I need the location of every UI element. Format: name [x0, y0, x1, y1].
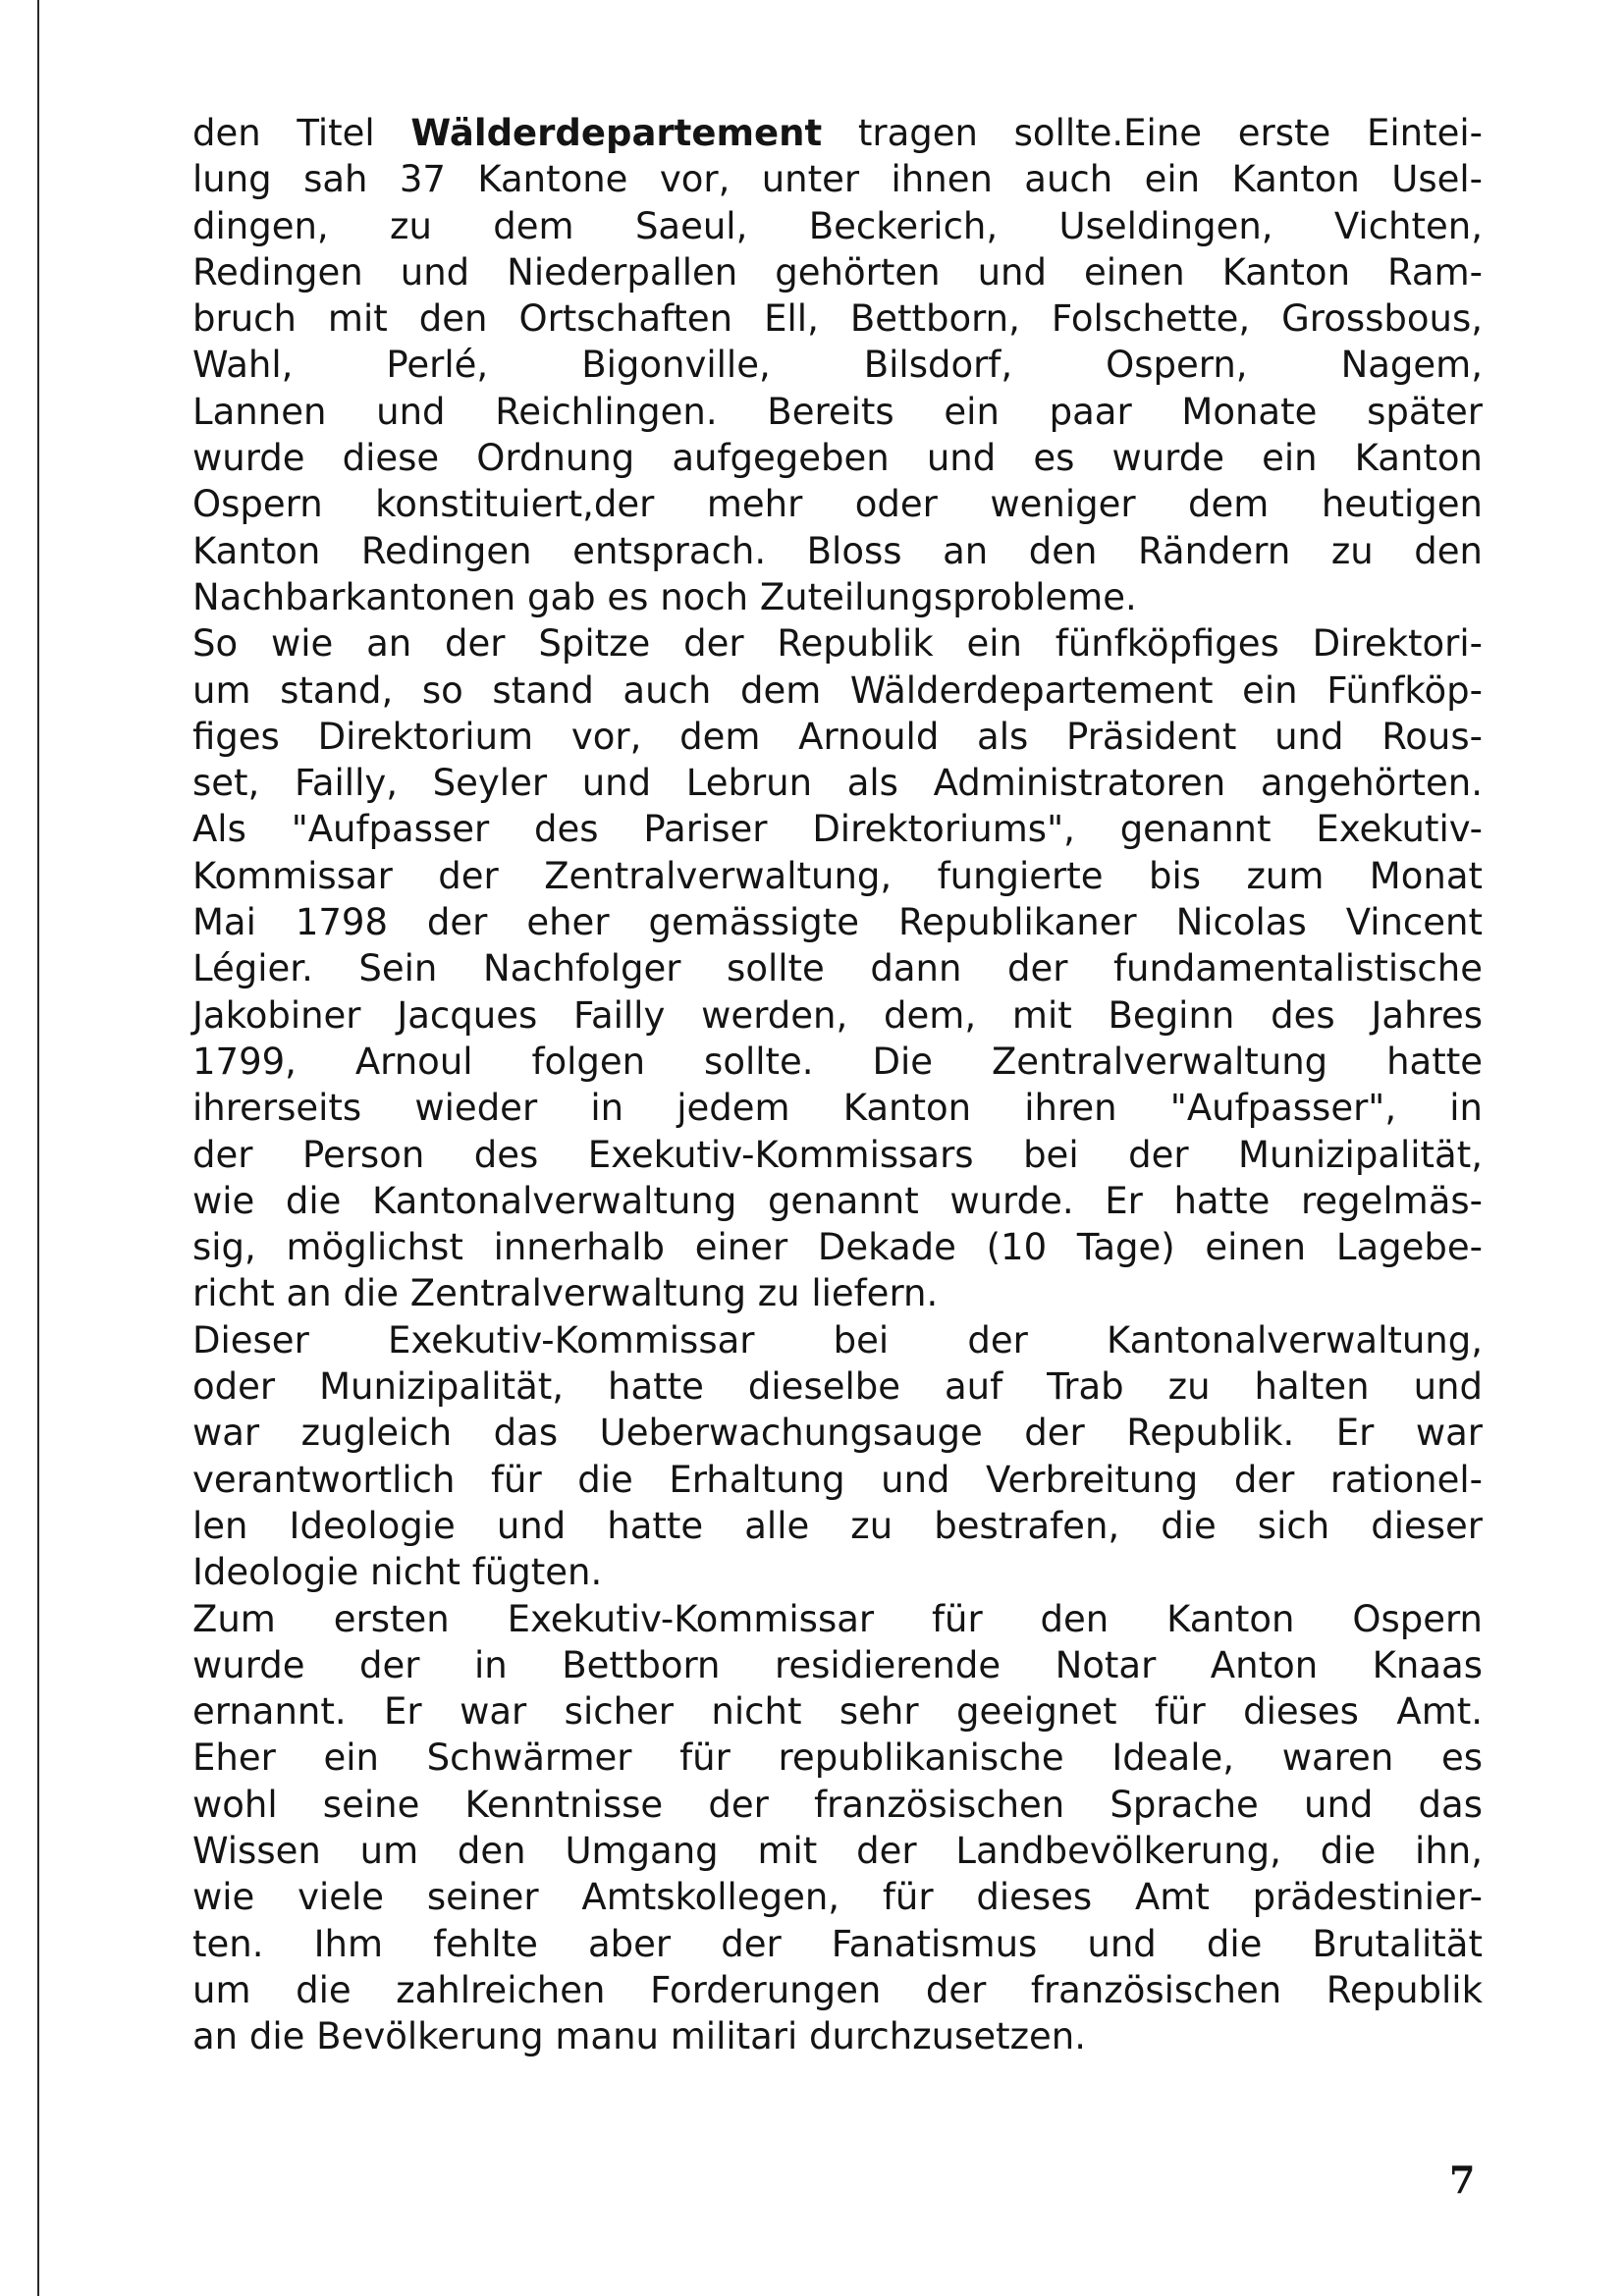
text-line: ten. Ihm fehlte aber der Fanatismus und die Brutalität [192, 1922, 1483, 1965]
text-line: wie die Kantonalverwaltung genannt wurde. Er hatte regelmäs- [192, 1179, 1483, 1222]
text-line: lung sah 37 Kantone vor, unter ihnen auch ein Kanton Usel- [192, 158, 1483, 201]
text-line: Nachbarkantonen gab es noch Zuteilungsprobleme. [192, 575, 1137, 618]
text-line: Légier. Sein Nachfolger sollte dann der fundamentalistische [192, 947, 1483, 990]
text-line: oder Munizipalität, hatte dieselbe auf Trab zu halten und [192, 1365, 1483, 1409]
text-line: war zugleich das Ueberwachungsauge der Republik. Er war [192, 1412, 1483, 1455]
text-line: So wie an der Spitze der Republik ein fünfköpfiges Direktori- [192, 622, 1483, 666]
text-line: der Person des Exekutiv-Kommissars bei der Munizipalität, [192, 1133, 1483, 1176]
text-line: Lannen und Reichlingen. Bereits ein paar Monate später [192, 390, 1483, 433]
text-line [192, 110, 1483, 156]
text-line: Als "Aufpasser des Pariser Direktoriums", genannt Exekutiv- [192, 808, 1483, 851]
text-line: len Ideologie und hatte alle zu bestrafen, die sich dieser [192, 1504, 1483, 1547]
text-line: Redingen und Niederpallen gehörten und einen Kanton Ram- [192, 250, 1483, 294]
text-line: richt an die Zentralverwaltung zu liefern. [192, 1272, 939, 1315]
text-line: Zum ersten Exekutiv-Kommissar für den Kanton Ospern [192, 1597, 1483, 1640]
text-line: set, Failly, Seyler und Lebrun als Administratoren angehörten. [192, 762, 1483, 805]
text-line: wurde der in Bettborn residierende Notar Anton Knaas [192, 1643, 1483, 1686]
text-line: um stand, so stand auch dem Wälderdepartement ein Fünfköp- [192, 668, 1483, 712]
text-line: ernannt. Er war sicher nicht sehr geeignet für dieses Amt. [192, 1690, 1483, 1734]
text-line: wurde diese Ordnung aufgegeben und es wurde ein Kanton [192, 437, 1483, 480]
text-line: Kanton Redingen entsprach. Bloss an den Rändern zu den [192, 529, 1483, 572]
text-line: Jakobiner Jacques Failly werden, dem, mit Beginn des Jahres [192, 993, 1483, 1037]
text-line: wohl seine Kenntnisse der französischen Sprache und das [192, 1783, 1483, 1826]
text-line: ihrerseits wieder in jedem Kanton ihren "Aufpasser", in [192, 1087, 1483, 1130]
text-line: Wissen um den Umgang mit der Landbevölkerung, die ihn, [192, 1829, 1483, 1872]
text-run: tragen sollte.Eine erste Eintei- [822, 112, 1483, 154]
text-line: dingen, zu dem Saeul, Beckerich, Useldingen, Vichten, [192, 204, 1483, 247]
text-line: Kommissar der Zentralverwaltung, fungierte bis zum Monat [192, 854, 1483, 897]
text-line: Dieser Exekutiv-Kommissar bei der Kantonalverwaltung, [192, 1318, 1483, 1362]
text-line: 1799, Arnoul folgen sollte. Die Zentralverwaltung hatte [192, 1040, 1483, 1083]
text-line: an die Bevölkerung manu militari durchzusetzen. [192, 2015, 1087, 2058]
text-line: verantwortlich für die Erhaltung und Verbreitung der rationel- [192, 1458, 1483, 1501]
body-text [192, 110, 1483, 2059]
text-line: sig, möglichst innerhalb einer Dekade (10 Tage) einen Lagebe- [192, 1226, 1483, 1269]
text-line: Ospern konstituiert,der mehr oder weniger dem heutigen [192, 483, 1483, 526]
text-line: Mai 1798 der eher gemässigte Republikaner Nicolas Vincent [192, 901, 1483, 944]
text-line: um die zahlreichen Forderungen der französischen Republik [192, 1968, 1483, 2011]
text-line: figes Direktorium vor, dem Arnould als Präsident und Rous- [192, 715, 1483, 758]
page-number: 7 [1449, 2158, 1476, 2202]
text-line: Wahl, Perlé, Bigonville, Bilsdorf, Ospern, Nagem, [192, 344, 1483, 387]
text-line: wie viele seiner Amtskollegen, für dieses Amt prädestinier- [192, 1876, 1483, 1919]
text-line: bruch mit den Ortschaften Ell, Bettborn, Folschette, Grossbous, [192, 297, 1483, 341]
page-edge-line [37, 0, 39, 2296]
text-line: Ideologie nicht fügten. [192, 1551, 603, 1594]
text-line: Eher ein Schwärmer für republikanische Ideale, waren es [192, 1736, 1483, 1780]
text-run: den Titel [192, 112, 411, 154]
bold-term: Wälderdepartement [410, 112, 823, 154]
